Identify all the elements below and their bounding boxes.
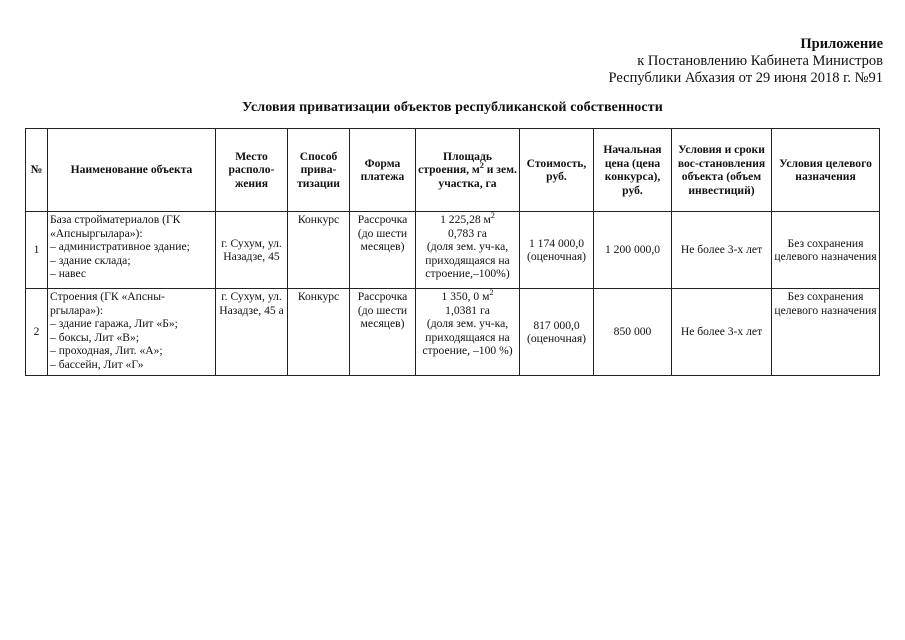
col-header-method: Способ прива-тизации	[288, 129, 350, 212]
col-header-location: Место располо-жения	[216, 129, 288, 212]
cell-payment: Рассрочка (до шести месяцев)	[350, 212, 416, 289]
cell-name: Строения (ГК «Апсны-ргылара»): – здание гаража, Лит «Б»; – боксы, Лит «В»; – проходная, Лит. «А»; – бассейн, Лит «Г»	[48, 289, 216, 376]
appendix-header	[608, 36, 883, 87]
appendix-title: Приложение	[800, 36, 883, 52]
privatization-table	[25, 128, 880, 376]
cell-start-price: 850 000	[594, 289, 672, 376]
table-header-row	[26, 129, 880, 212]
cell-cost: 1 174 000,0 (оценочная)	[520, 212, 594, 289]
cell-payment: Рассрочка (до шести месяцев)	[350, 289, 416, 376]
table-row	[26, 212, 880, 289]
col-header-purpose: Условия целевого назначения	[772, 129, 880, 212]
cell-method: Конкурс	[288, 289, 350, 376]
col-header-start-price: Начальная цена (цена конкурса), руб.	[594, 129, 672, 212]
col-header-area: Площадь строения, $м^2$ и зем. участка, га	[416, 129, 520, 212]
appendix-line-1: к Постановлению Кабинета Министров	[637, 53, 883, 69]
cell-purpose: Без сохранения целевого назначения	[772, 212, 880, 289]
cell-area: 1 350, 0 $м^2$ 1,0381 га (доля зем. уч-ка, приходящаяся на строение, –100 %)	[416, 289, 520, 376]
cell-method: Конкурс	[288, 212, 350, 289]
cell-num: 2	[26, 289, 48, 376]
appendix-line-2: Республики Абхазия от 29 июня 2018 г. №91	[608, 70, 883, 86]
table-row	[26, 289, 880, 376]
cell-start-price: 1 200 000,0	[594, 212, 672, 289]
col-header-name: Наименование объекта	[48, 129, 216, 212]
cell-cost: 817 000,0 (оценочная)	[520, 289, 594, 376]
col-header-conditions: Условия и сроки вос-становления объекта (объем инвестиций)	[672, 129, 772, 212]
cell-conditions: Не более 3-х лет	[672, 212, 772, 289]
col-header-cost: Стоимость, руб.	[520, 129, 594, 212]
cell-purpose: Без сохранения целевого назначения	[772, 289, 880, 376]
cell-conditions: Не более 3-х лет	[672, 289, 772, 376]
document-title: Условия приватизации объектов республиканской собственности	[242, 100, 663, 115]
cell-num: 1	[26, 212, 48, 289]
col-header-payment: Форма платежа	[350, 129, 416, 212]
col-header-num: №	[26, 129, 48, 212]
cell-name: База стройматериалов (ГК «Апсныргылара»): – административное здание; – здание склада; – навес	[48, 212, 216, 289]
cell-location: г. Сухум, ул. Назадзе, 45	[216, 212, 288, 289]
cell-location: г. Сухум, ул. Назадзе, 45 а	[216, 289, 288, 376]
cell-area: 1 225,28 $м^2$ 0,783 га (доля зем. уч-ка, приходящаяся на строение,–100%)	[416, 212, 520, 289]
